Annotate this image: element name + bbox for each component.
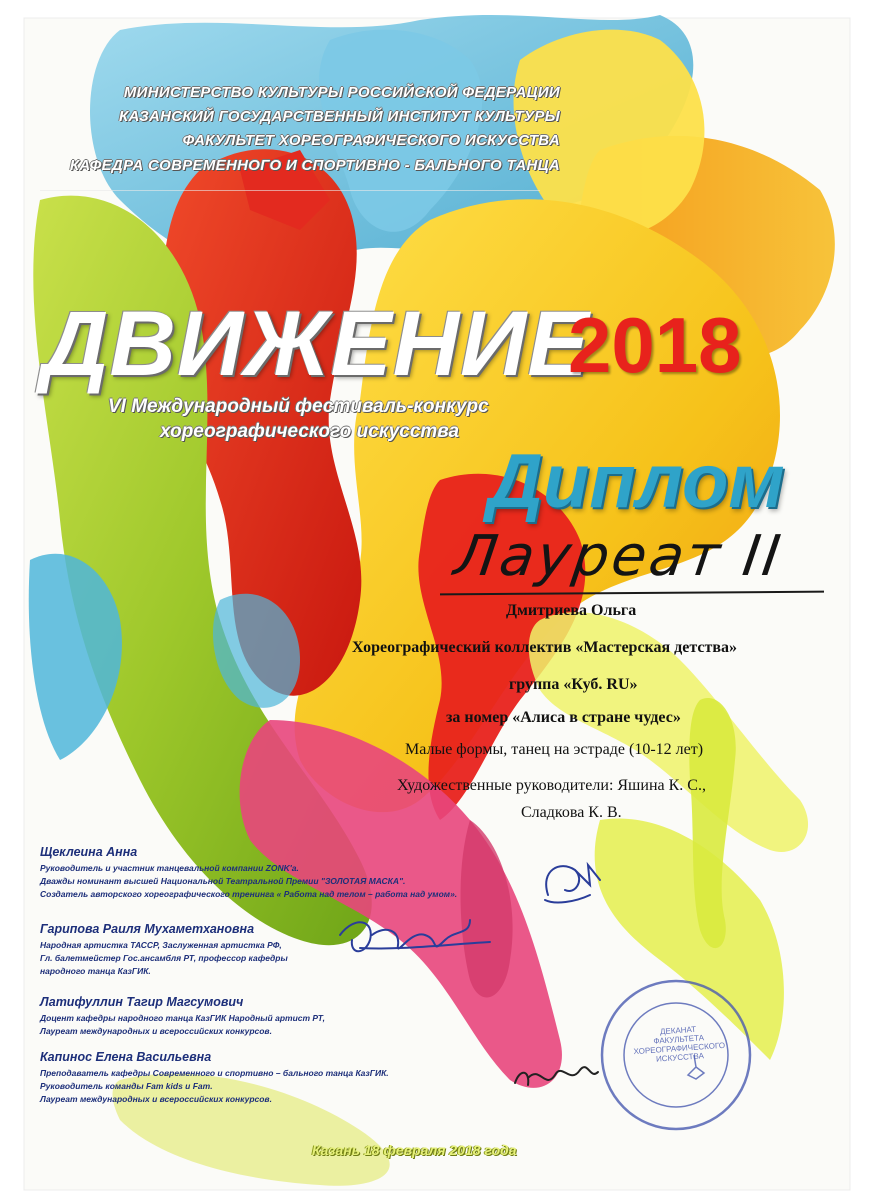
jury-member-name: Гарипова Раиля Мухаметхановна bbox=[40, 922, 255, 936]
jury-member-name: Латифуллин Тагир Магсумович bbox=[40, 995, 244, 1009]
header-department: КАФЕДРА СОВРЕМЕННОГО И СПОРТИВНО - БАЛЬНОГО ТАНЦА bbox=[69, 157, 560, 174]
recipient-group: группа «Куб. RU» bbox=[509, 676, 638, 693]
footer-place-date: Казань 18 февраля 2018 года bbox=[312, 1142, 517, 1158]
festival-title: ДВИЖЕНИЕ bbox=[42, 293, 590, 395]
jury-member-name: Капинос Елена Васильевна bbox=[40, 1050, 212, 1064]
jury-member-detail: Доцент кафедры народного танца КазГИК Народный артист РТ, bbox=[40, 1013, 325, 1023]
header-ministry: МИНИСТЕРСТВО КУЛЬТУРЫ РОССИЙСКОЙ ФЕДЕРАЦИИ bbox=[123, 84, 560, 101]
jury-member-detail: Гл. балетмейстер Гос.ансамбля РТ, профессор кафедры bbox=[40, 953, 288, 963]
jury-member-detail: Лауреат международных и всероссийских конкурсов. bbox=[40, 1026, 272, 1036]
diploma-title: Диплом bbox=[488, 439, 785, 524]
header-institute: КАЗАНСКИЙ ГОСУДАРСТВЕННЫЙ ИНСТИТУТ КУЛЬТУРЫ bbox=[119, 108, 560, 125]
jury-member-detail: Народная артистка ТАССР, Заслуженная артистка РФ, bbox=[40, 940, 282, 950]
festival-subtitle-line2: хореографического искусства bbox=[160, 421, 460, 442]
jury-member-detail: Руководитель и участник танцевальной компании ZONK'a. bbox=[40, 863, 299, 873]
recipient-piece: за номер «Алиса в стране чудес» bbox=[446, 709, 681, 726]
jury-member bbox=[40, 922, 288, 978]
jury-member bbox=[40, 1050, 389, 1106]
stamp-center-text-value: ДЕКАНАТ ФАКУЛЬТЕТА ХОРЕОГРАФИЧЕСКОГО ИСКУССТВА bbox=[633, 1024, 726, 1064]
recipient-leaders-line1: Художественные руководители: Яшина К. С., bbox=[397, 777, 706, 794]
jury-member-detail: Лауреат международных и всероссийских конкурсов. bbox=[40, 1094, 272, 1104]
award-handwritten: Лауреат II bbox=[450, 524, 787, 589]
jury-member-detail: народного танца КазГИК. bbox=[40, 966, 151, 976]
jury-member-detail: Дважды номинант высшей Национальной Театральной Премии "ЗОЛОТАЯ МАСКА". bbox=[40, 876, 406, 886]
stamp-center-text bbox=[628, 1023, 730, 1066]
jury-member-detail: Руководитель команды Fam kids и Fam. bbox=[40, 1081, 213, 1091]
jury-member bbox=[40, 995, 325, 1038]
festival-year: 2018 bbox=[568, 301, 742, 389]
jury-member-detail: Преподаватель кафедры Современного и спортивно – бального танца КазГИК. bbox=[40, 1068, 389, 1078]
recipient-collective: Хореографический коллектив «Мастерская детства» bbox=[352, 639, 738, 656]
jury-member-name: Щеклеина Анна bbox=[40, 845, 138, 859]
recipient-category: Малые формы, танец на эстраде (10-12 лет) bbox=[405, 741, 704, 758]
header-faculty: ФАКУЛЬТЕТ ХОРЕОГРАФИЧЕСКОГО ИСКУССТВА bbox=[182, 132, 560, 149]
festival-subtitle-line1: VI Международный фестиваль-конкурс bbox=[108, 396, 489, 417]
jury-member bbox=[40, 845, 457, 901]
recipient-leaders-line2: Сладкова К. В. bbox=[521, 804, 622, 821]
recipient-name: Дмитриева Ольга bbox=[506, 602, 637, 619]
jury-member-detail: Создатель авторского хореографического тренинга « Работа над телом – работа над умом». bbox=[40, 889, 458, 899]
